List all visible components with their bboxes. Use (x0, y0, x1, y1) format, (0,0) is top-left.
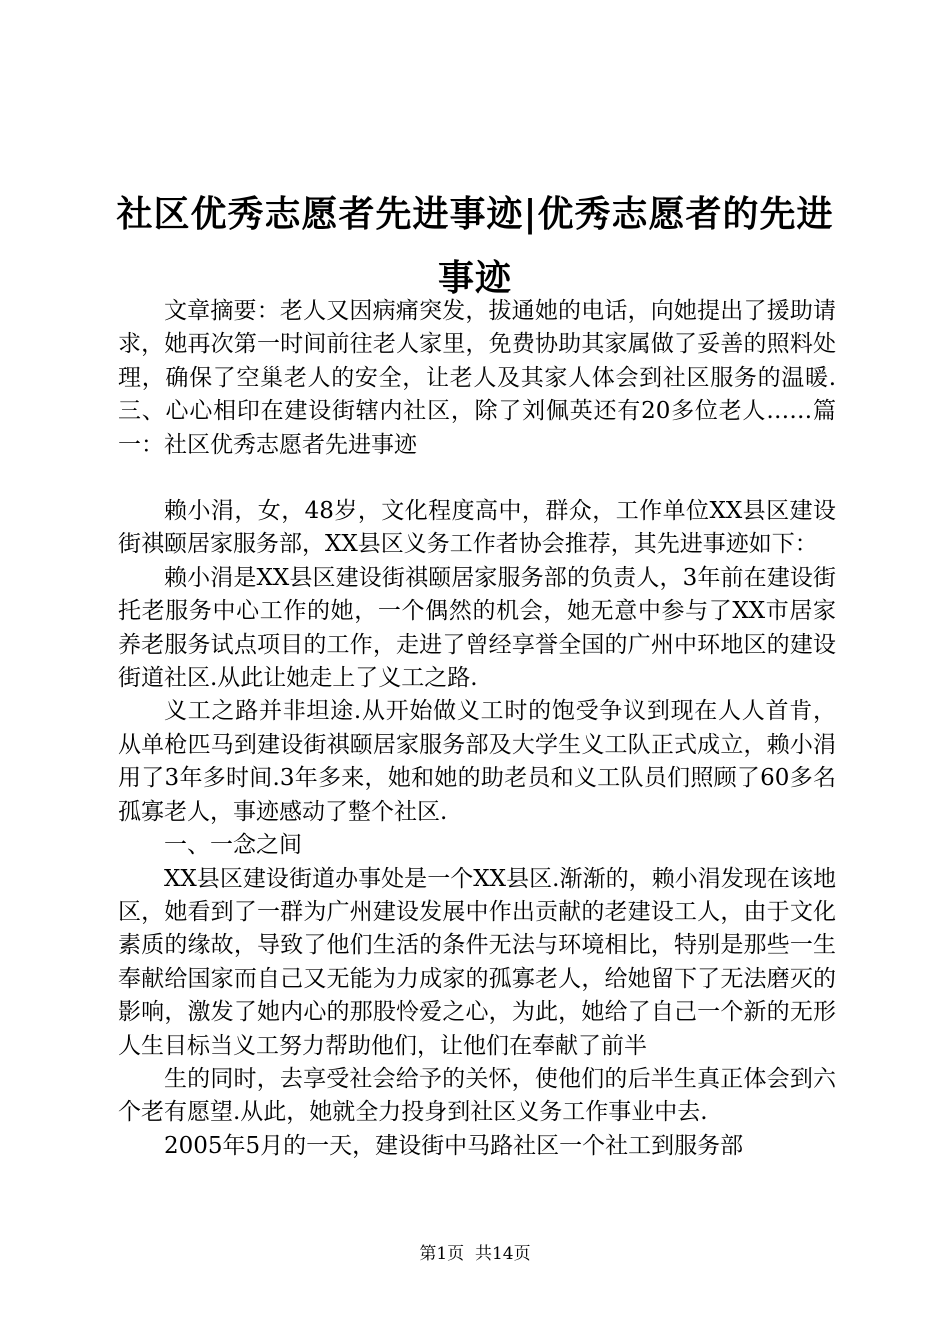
body-paragraph: 赖小涓是XX县区建设街祺颐居家服务部的负责人，3年前在建设街托老服务中心工作的她，一个偶然的机会，她无意中参与了XX市居家养老服务试点项目的工作，走进了曾经享誉全国的广州中环地区的建设街道社区.从此让她走上了义工之路. (118, 564, 836, 692)
body-paragraph: 生的同时，去享受社会给予的关怀，使他们的后半生真正体会到六个老有愿望.从此，她就全力投身到社区义务工作事业中去. (118, 1065, 836, 1126)
document-body (118, 295, 836, 1163)
page-number-footer: 第1页 共14页 (419, 1244, 531, 1264)
section-heading: 一、一念之间 (164, 832, 302, 859)
body-paragraph: 赖小涓，女，48岁，文化程度高中，群众，工作单位XX县区建设街祺颐居家服务部，XX县区义务工作者协会推荐，其先进事迹如下： (118, 498, 836, 558)
body-paragraph: 2005年5月的一天，建设街中马路社区一个社工到服务部 (164, 1132, 744, 1159)
article-summary-paragraph: 文章摘要：老人又因病痛突发，拔通她的电话，向她提出了援助请求，她再次第一时间前往老人家里，免费协助其家属做了妥善的照料处理，确保了空巢老人的安全，让老人及其家人体会到社区服务的温暖.三、心心相印在建设街辖内社区，除了刘佩英还有20多位老人……篇一：社区优秀志愿者先进事迹 (118, 298, 836, 458)
document-title: 社区优秀志愿者先进事迹|优秀志愿者的先进事迹 (116, 193, 834, 299)
body-paragraph: XX县区建设街道办事处是一个XX县区.渐渐的，赖小涓发现在该地区，她看到了一群为广州建设发展中作出贡献的老建设工人，由于文化素质的缘故，导致了他们生活的条件无法与环境相比，特别是那些一生奉献给国家而自己又无能为力成家的孤寡老人，给她留下了无法磨灭的影响，激发了她内心的那股怜爱之心，为此，她给了自己一个新的无形人生目标当义工努力帮助他们，让他们在奉献了前半 (118, 865, 836, 1059)
body-paragraph: 义工之路并非坦途.从开始做义工时的饱受争议到现在人人首肯，从单枪匹马到建设街祺颐居家服务部及大学生义工队正式成立，赖小涓用了3年多时间.3年多来，她和她的助老员和义工队员们照顾了60多名孤寡老人，事迹感动了整个社区. (118, 698, 836, 825)
